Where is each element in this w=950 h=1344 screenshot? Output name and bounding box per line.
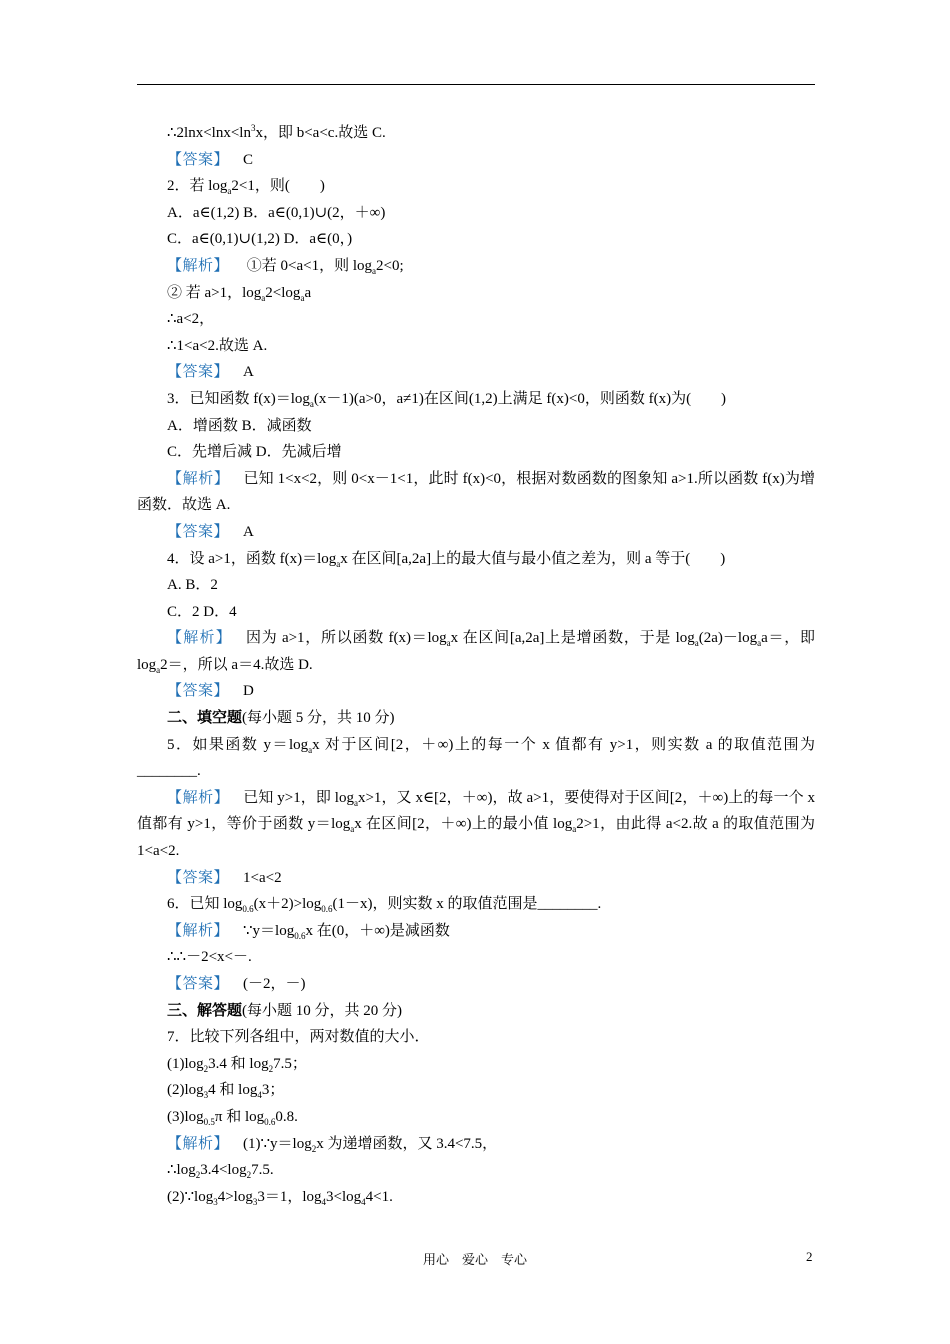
answer-value: D (243, 683, 254, 700)
question-2: 2．若 $\log_a2<1$，则( ) (167, 178, 325, 197)
header-rule (137, 84, 815, 85)
analysis-label: 【解析】 (167, 1135, 230, 1152)
text-line: ∴1<a<2.故选 A. (167, 337, 268, 354)
question-3: 3．已知函数 $f(x)=\log_a(x-1)(a>0$，a≠1)在区间(1,2)上满足 f(x)<0，则函数 f(x)为( ) (167, 390, 727, 409)
question-4: 4．设 a>1，函数 $f(x)=\log_ax$ 在区间[a,2a]上的最大值与最小值之差为，则 a 等于( ) (167, 550, 726, 569)
footer-slogan: 用心 爱心 专心 (422, 1252, 527, 1267)
question-2-options-ab: A．a∈(1,2) B．a∈(0,1)∪(2，＋∞) (167, 204, 386, 221)
answer-label: 【答案】 (167, 683, 230, 700)
answer-label: 【答案】 (167, 869, 230, 886)
analysis-label: 【解析】 (167, 257, 230, 274)
question-2-options-cd: C．a∈(0,1)∪(1,2) D．a∈(0，) (167, 231, 353, 248)
text-line: ∴∴－2<x<－. (167, 949, 252, 966)
answer-label: 【答案】 (167, 523, 230, 540)
answer-label: 【答案】 (167, 364, 230, 381)
question-6: 6．已知 $\log_{0.6}(x+2)>\log_{0.6}(1-x)$，则实数 x 的取值范围是________. (167, 896, 602, 915)
question-4-options-cd: C．2 D．4 (167, 603, 237, 620)
question-5: 5．如果函数 $y=\log_ax$ 对于区间[2，＋∞)上的每一个 x 值都有 y>1，则实数 a 的取值范围为________. (137, 736, 815, 780)
question-4-options-ab: A. B．2 (167, 577, 218, 594)
question-7: 7．比较下列各组中，两对数值的大小． (167, 1029, 430, 1046)
answer-line (137, 678, 815, 705)
analysis-line: 【解析】 $(1)\because y=\log_2x$ 为递增函数，又 3.4<7.5， (167, 1135, 498, 1154)
question-7-part-3: $(3)\log_{0.5}\pi$ 和 $\log_{0.6}0.8$. (167, 1108, 298, 1127)
page-body (137, 120, 815, 1210)
section-heading-2: 二、填空题(每小题 5 分，共 10 分) (167, 710, 395, 727)
answer-label: 【答案】 (167, 151, 230, 168)
question-7-part-1: $(1)\log_23.4$ 和 $\log_27.5$； (167, 1055, 307, 1074)
analysis-line: 【解析】 $\because y=\log_{0.6}x$ 在(0，＋∞)是减函数 (167, 922, 450, 941)
analysis-paragraph: 【解析】 因为 a>1，所以函数 $f(x)=\log_ax$ 在区间[a,2a]上是增函数，于是 $\log_a(2a)-\log_aa=$，即 $\log_a2=$，所以 a＝4.故选 D. (137, 630, 815, 675)
answer-line (137, 359, 815, 386)
analysis-text: 已知 1<x<2，则 0<x－1<1，此时 f(x)<0，根据对数函数的图象知 a>1.所以函数 f(x)为增函数．故选 A. (137, 470, 815, 514)
text-line: $(2)\because\log_34>\log_33=1$，$\log_43<\log_44<1$. (167, 1188, 393, 1207)
analysis-label: 【解析】 (167, 630, 232, 647)
section-heading-3: 三、解答题(每小题 10 分，共 20 分) (167, 1002, 403, 1019)
analysis-paragraph (137, 466, 815, 519)
analysis-label: 【解析】 (167, 922, 230, 939)
text-line: ∴a<2， (167, 311, 215, 328)
analysis-line: 【解析】 ①若 0<a<1，则 $\log_a2<0$; (167, 257, 404, 276)
answer-label: 【答案】 (167, 976, 230, 992)
analysis-label: 【解析】 (167, 789, 230, 806)
answer-line (137, 865, 815, 892)
answer-line (137, 147, 815, 174)
answer-value: 1<a<2 (243, 869, 282, 886)
analysis-label: 【解析】 (167, 470, 230, 487)
question-3-options-cd: C．先增后减 D．先减后增 (167, 444, 342, 461)
answer-value: A (243, 523, 254, 540)
question-7-part-2: $(2)\log_34$ 和 $\log_43$； (167, 1082, 285, 1101)
answer-value: A (243, 364, 254, 381)
question-3-options-ab: A．增函数 B．减函数 (167, 417, 312, 434)
answer-line (137, 971, 815, 998)
answer-value: C (243, 151, 254, 168)
text-line: ② 若 a>1，$\log_a2<\log_aa$ (167, 284, 312, 303)
text-line: $\therefore\log_23.4<\log_27.5$. (167, 1162, 274, 1181)
analysis-paragraph: 【解析】 已知 y>1，即 $\log_ax>1$，又 x∈[2，＋∞)，故 a>1，要使得对于区间[2，＋∞)上的每一个 x 值都有 y>1，等价于函数 $y=\log_ax$ 在区间[2，＋∞)上的最小值 $\log_a2>1$，由此得 a<2.故 a 的取值范围为 1<a<2. (137, 789, 815, 860)
answer-line (137, 519, 815, 546)
text-line: $\therefore 2\ln x<\ln x<\ln^3x$，即 b<a<c.故选 C. (167, 123, 386, 141)
answer-value: (－2，－) (243, 976, 306, 992)
page-number: 2 (806, 1249, 813, 1264)
